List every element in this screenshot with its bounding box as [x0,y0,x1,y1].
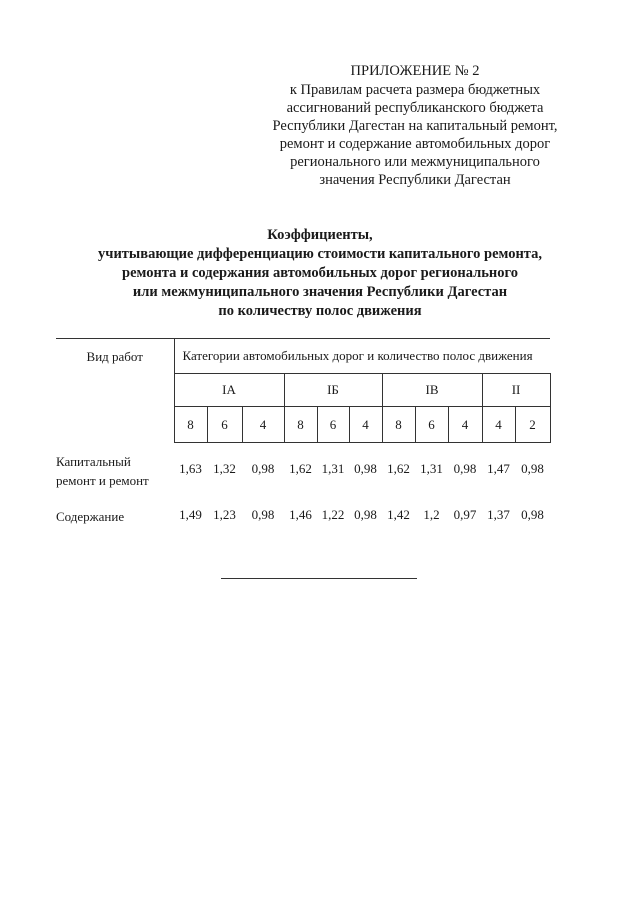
appendix-line: к Правилам расчета размера бюджетных [289,82,541,98]
title-line: Коэффициенты, [267,227,373,243]
lane-count: 8 [382,407,415,443]
table-cell: 1,23 [213,506,236,522]
category-ii: II [482,374,550,407]
lane-count: 6 [207,407,242,443]
title-line: ремонта и содержания автомобильных дорог регионального [122,265,518,281]
table-cell: 0,98 [453,460,477,476]
table-cell: 1,37 [487,506,510,522]
table-cell: 0,98 [521,506,544,522]
document-title [40,226,600,321]
table-cell: 1,62 [387,460,410,476]
table-cell: 1,22 [321,506,345,522]
table-cell: 1,42 [387,506,410,522]
appendix-line: ремонт и содержание автомобильных дорог [279,136,551,152]
table-cell: 1,31 [420,460,443,476]
table-cell: 1,32 [213,460,236,476]
signature-line [221,578,417,579]
table-cell: 1,47 [487,460,510,476]
table-row [56,495,550,535]
lane-count: 2 [515,407,550,443]
lane-count: 8 [284,407,317,443]
lane-count: 8 [174,407,207,443]
category-ib: IБ [284,374,382,407]
table-cell: 1,31 [321,460,345,476]
table-cell: 0,98 [521,460,544,476]
lane-count: 4 [349,407,382,443]
category-iv: IВ [382,374,482,407]
table-row [56,443,550,495]
work-type-header: Вид работ [56,339,174,443]
table-cell: 1,49 [179,506,202,522]
table-cell: 1,2 [423,506,440,522]
row-label: Капитальный ремонт и ремонт [56,453,149,488]
lane-count: 6 [415,407,448,443]
title-line: по количеству полос движения [218,303,422,319]
category-ia: IА [174,374,284,407]
row-label: Содержание [56,509,125,524]
category-header: Категории автомобильных дорог и количество полос движения [174,339,550,374]
table-cell: 0,97 [453,506,477,522]
table-cell: 1,63 [179,460,202,476]
table-cell: 0,98 [354,506,377,522]
lane-count: 4 [448,407,482,443]
lane-count: 4 [482,407,515,443]
appendix-line: регионального или межмуниципального [290,154,540,170]
title-line: учитывающие дифференциацию стоимости капитального ремонта, [98,246,542,262]
appendix-line: Республики Дагестан на капитальный ремонт, [272,118,558,134]
table-cell: 0,98 [354,460,377,476]
title-line: или межмуниципального значения Республики Дагестан [132,284,508,300]
appendix-line: значения Республики Дагестан [319,172,511,188]
table-cell: 0,98 [251,460,275,476]
coefficients-table [56,338,551,535]
lane-count: 4 [242,407,284,443]
table-cell: 1,46 [289,506,312,522]
lane-count: 6 [317,407,349,443]
table-cell: 1,62 [289,460,312,476]
appendix-block [250,62,580,189]
appendix-line: ассигнований республиканского бюджета [286,100,544,116]
appendix-heading: ПРИЛОЖЕНИЕ № 2 [350,63,480,79]
table-cell: 0,98 [251,506,275,522]
